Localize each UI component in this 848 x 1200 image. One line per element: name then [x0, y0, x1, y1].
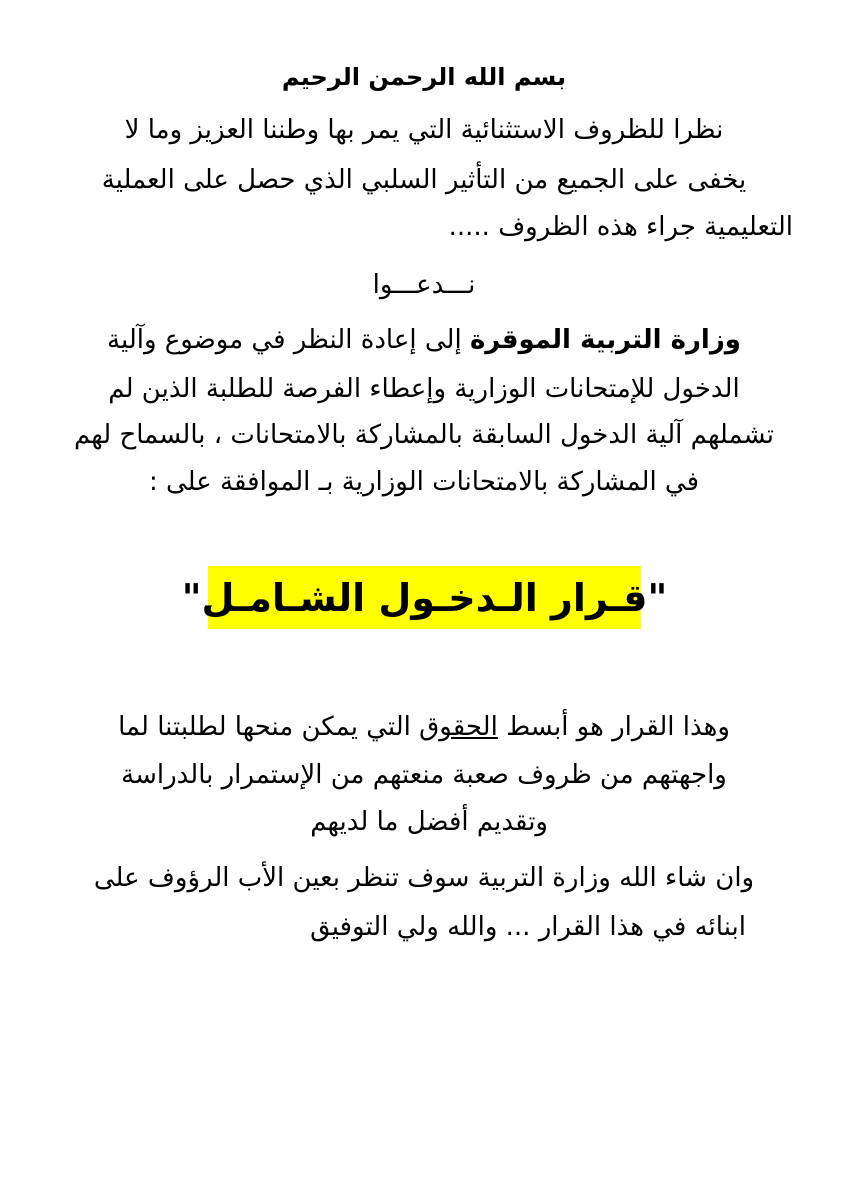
rights-prefix: وهذا القرار هو أبسط — [497, 712, 730, 742]
closing-line-2: ابنائه في هذا القرار ... والله ولي التوفيق — [310, 912, 746, 942]
intro-line-2: يخفى على الجميع من التأثير السلبي الذي حصل على العملية — [101, 165, 747, 195]
decision-banner — [181, 566, 668, 629]
basmala: بسم الله الرحمن الرحيم — [281, 63, 567, 91]
rights-word: الحقوق — [419, 712, 498, 742]
decision-title: "قـرار الـدخـول الشـامـل" — [181, 575, 668, 620]
appeal-line-1 — [0, 323, 848, 357]
rights-line-2: واجهتهم من ظروف صعبة منعتهم من الإستمرار بالدراسة — [121, 760, 727, 790]
call-heading: نـــدعـــوا — [372, 270, 476, 300]
appeal-line-4: في المشاركة بالامتحانات الوزارية بـ الموافقة على : — [148, 467, 700, 497]
appeal-line-2: الدخول للإمتحانات الوزارية وإعطاء الفرصة للطلبة الذين لم — [108, 374, 740, 404]
ministry-name: وزارة التربية الموقرة — [469, 325, 741, 355]
intro-line-3: التعليمية جراء هذه الظروف ..... — [448, 212, 793, 242]
rights-line-3: وتقديم أفضل ما لديهم — [310, 807, 548, 837]
rights-line-1 — [0, 710, 848, 744]
closing-line-1: وان شاء الله وزارة التربية سوف تنظر بعين الأب الرؤوف على — [93, 863, 755, 893]
intro-line-1: نظرا للظروف الاستثنائية التي يمر بها وطننا العزيز وما لا — [124, 115, 724, 145]
appeal-line-1-rest: إلى إعادة النظر في موضوع وآلية — [107, 325, 470, 355]
appeal-line-3: تشملهم آلية الدخول السابقة بالمشاركة بالامتحانات ، بالسماح لهم — [74, 420, 774, 450]
rights-suffix: التي يمكن منحها لطلبتنا لما — [118, 712, 420, 742]
